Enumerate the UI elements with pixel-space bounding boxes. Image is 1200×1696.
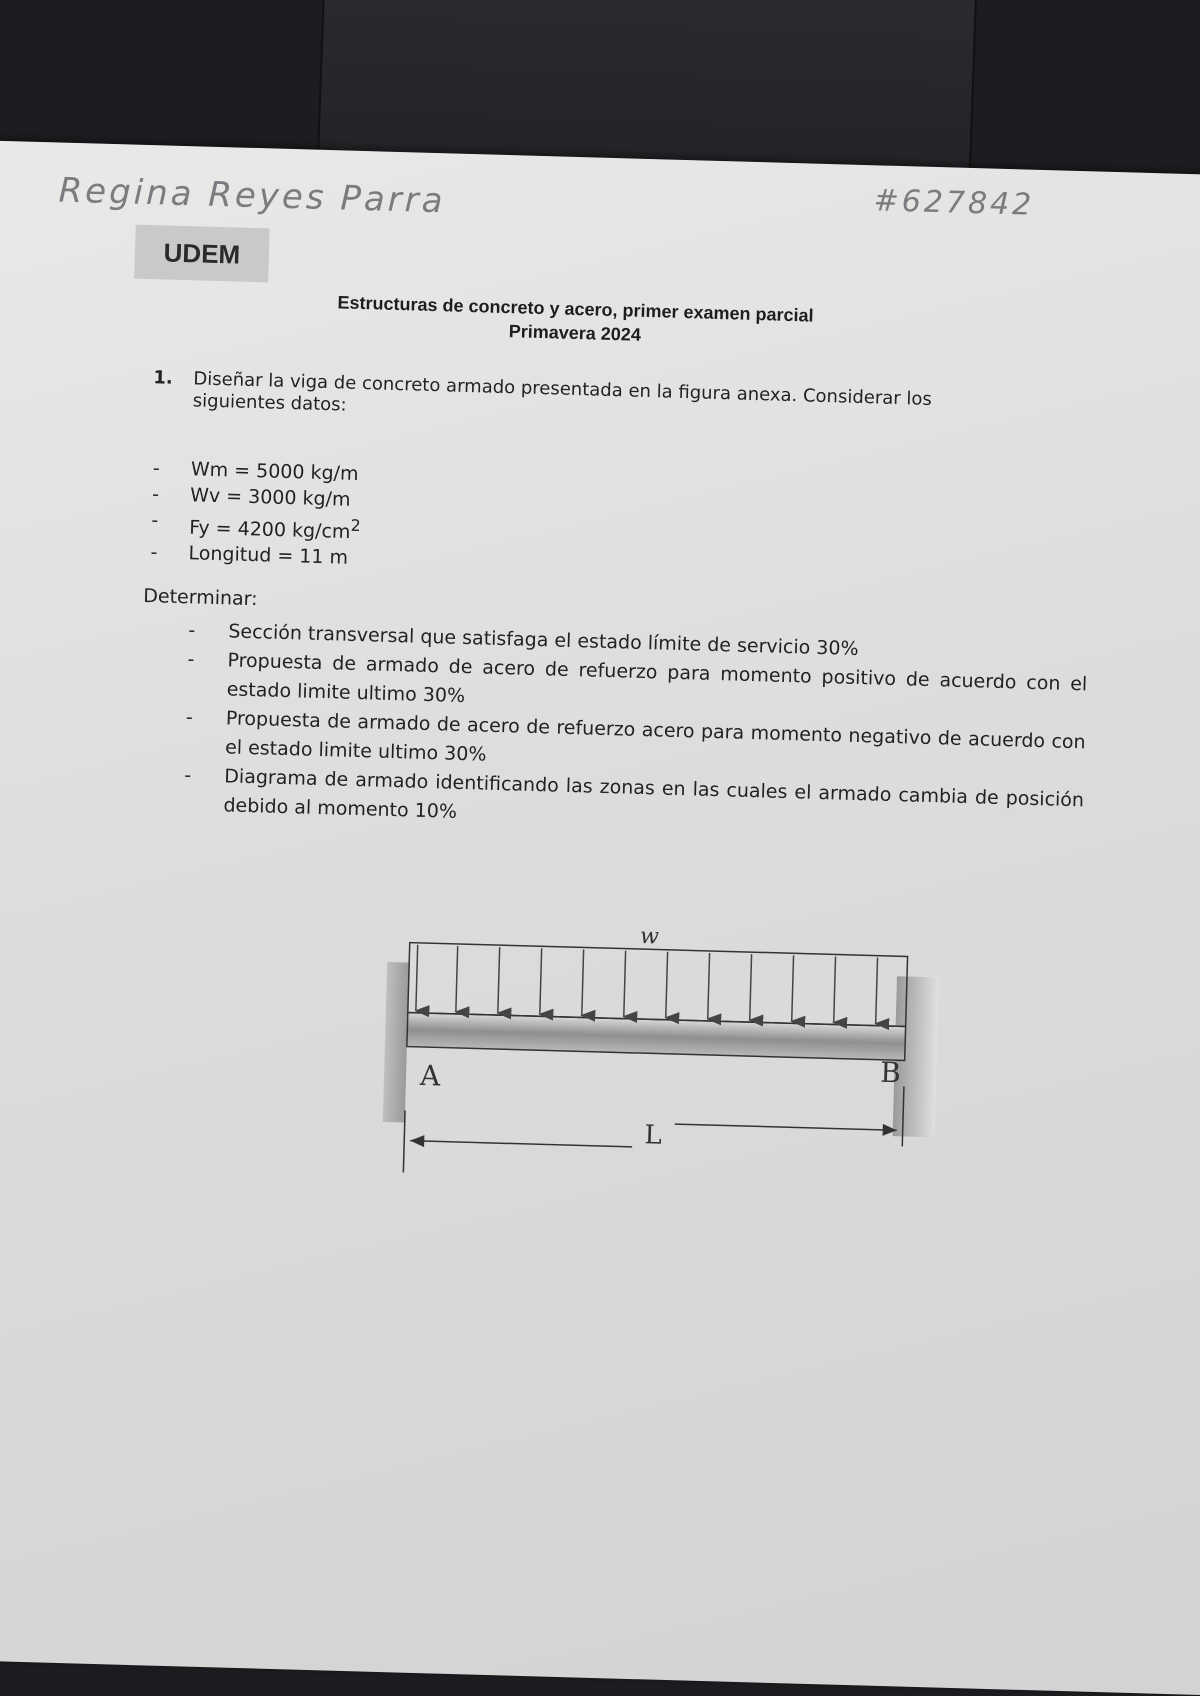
exam-title bbox=[265, 288, 886, 353]
question-1 bbox=[153, 367, 993, 434]
title-line-1: Estructuras de concreto y acero, primer examen parcial bbox=[337, 292, 814, 326]
load-label: w bbox=[639, 924, 660, 950]
dimension-arrow-left bbox=[410, 1135, 424, 1147]
bullet-dash: - bbox=[187, 648, 195, 671]
bullet-dash: - bbox=[152, 457, 161, 480]
udem-logo bbox=[134, 225, 269, 283]
logo-text: UDEM bbox=[163, 236, 241, 270]
data-item-text: Wv = 3000 kg/m bbox=[189, 484, 351, 511]
bullet-dash: - bbox=[188, 619, 196, 642]
student-id: #627842 bbox=[873, 183, 1035, 223]
data-item bbox=[150, 541, 360, 572]
data-item bbox=[151, 508, 361, 545]
data-item-text: Wm = 5000 kg/m bbox=[190, 458, 359, 485]
student-name: Regina Reyes Parra bbox=[58, 170, 447, 222]
determinar-item-text: Propuesta de armado de acero de refuerzo acero para momento negativo de acuerdo con el estado limite ultimo 30% bbox=[224, 707, 1086, 766]
determinar-label: Determinar: bbox=[143, 585, 258, 611]
title-line-2: Primavera 2024 bbox=[508, 321, 642, 345]
beam-diagram bbox=[381, 882, 989, 1199]
determinar-item-text: Diagrama de armado identificando las zonas en las cuales el armado cambia de posición debido al momento 10% bbox=[223, 765, 1085, 823]
data-list bbox=[150, 456, 362, 571]
bullet-dash: - bbox=[151, 483, 160, 506]
determinar-item-text: Sección transversal que satisfaga el estado límite de servicio 30% bbox=[228, 620, 859, 661]
data-item-text: Longitud = 11 m bbox=[188, 542, 349, 570]
length-label: L bbox=[644, 1120, 663, 1151]
dimension-line-right bbox=[675, 1124, 897, 1130]
question-number: 1. bbox=[153, 367, 174, 389]
data-item-text: Fy = 4200 kg/cm bbox=[188, 516, 351, 544]
bullet-dash: - bbox=[151, 509, 159, 532]
exam-sheet bbox=[0, 140, 1200, 1696]
determinar-item-text: Propuesta de armado de acero de refuerzo para momento positivo de acuerdo con el estado limite ultimo 30% bbox=[226, 649, 1088, 708]
determinar-list bbox=[184, 617, 1088, 844]
support-a-label: A bbox=[419, 1058, 441, 1093]
question-text: Diseñar la viga de concreto armado presentada en la figura anexa. Considerar los siguientes datos: bbox=[192, 368, 933, 416]
superscript: 2 bbox=[350, 515, 361, 536]
dimension-line-left bbox=[410, 1141, 632, 1147]
load-arrows bbox=[416, 945, 878, 1024]
bullet-dash: - bbox=[150, 541, 158, 564]
left-wall bbox=[381, 961, 409, 1122]
bullet-dash: - bbox=[184, 764, 192, 787]
support-b-label: B bbox=[879, 1055, 902, 1090]
distributed-load-box bbox=[408, 943, 908, 1027]
bullet-dash: - bbox=[185, 706, 194, 729]
